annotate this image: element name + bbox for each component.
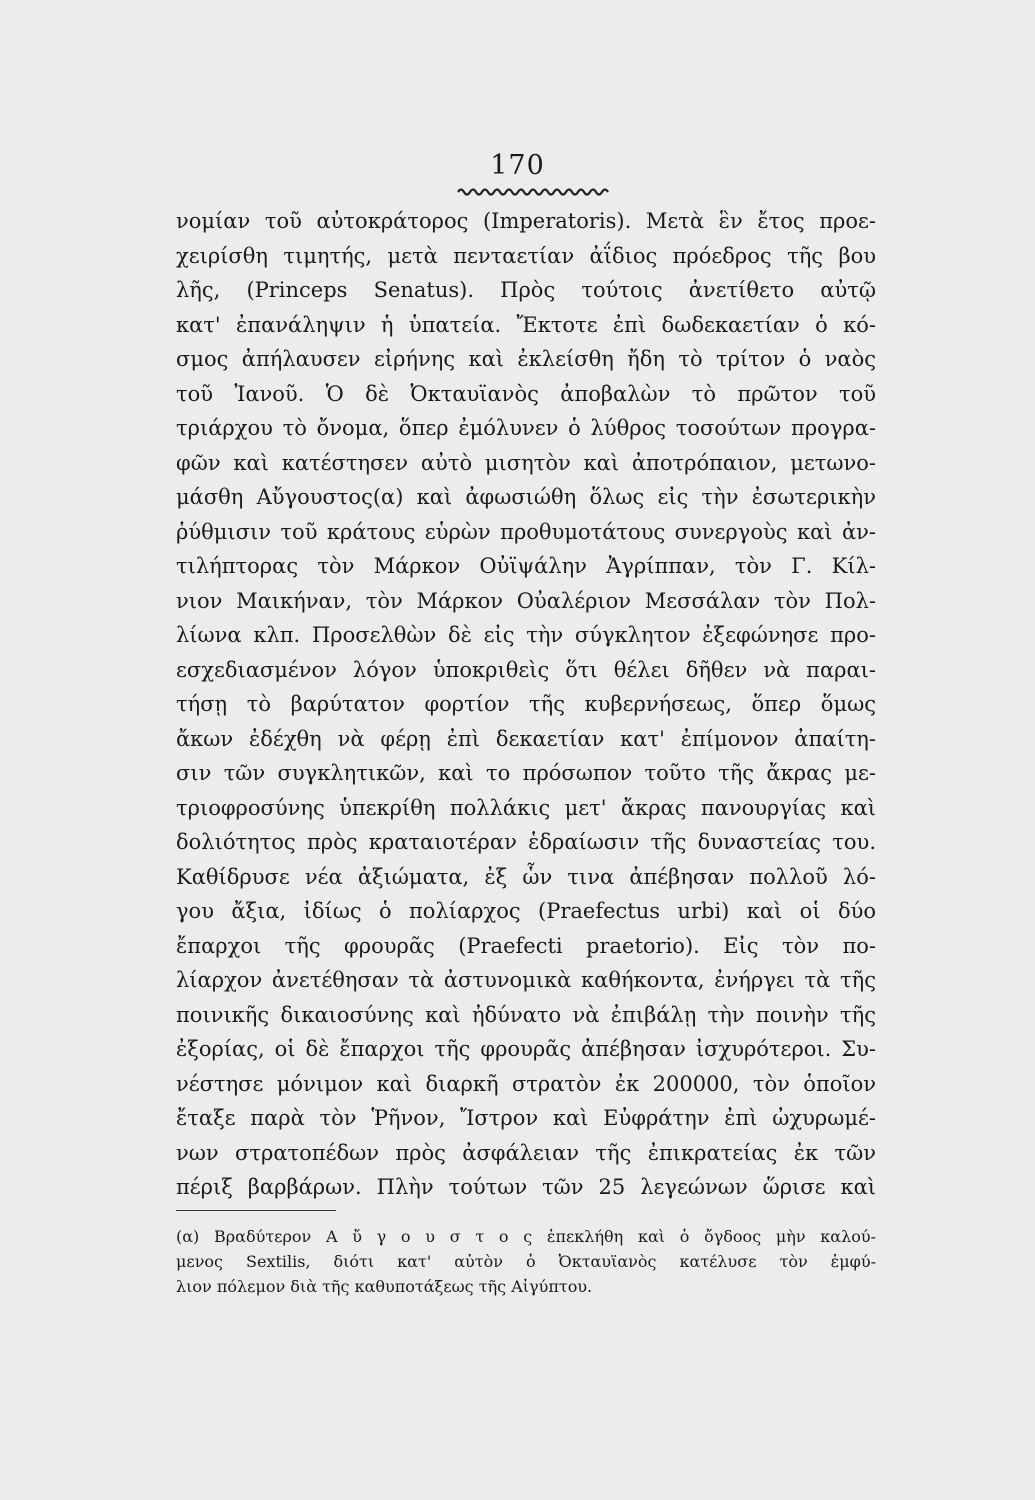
text-line: νιον Μαικήναν, τὸν Μάρκον Οὐαλέριον Μεσσάλαν τὸν Πολ- [176,588,876,613]
text-line: Καθίδρυσε νέα ἀξιώματα, ἐξ ὧν τινα ἀπέβησαν πολλοῦ λό- [176,864,876,889]
text-line: νέστησε μόνιμον καὶ διαρκῆ στρατὸν ἐκ 200000, τὸν ὁποῖον [176,1071,876,1096]
text-line: δολιότητος πρὸς κραταιοτέραν ἑδραίωσιν τῆς δυναστείας του. [176,830,876,854]
text-line: ῥύθμισιν τοῦ κράτους εὑρὼν προθυμοτάτους συνεργοὺς καὶ ἀν- [176,519,876,544]
text-line: τήσῃ τὸ βαρύτατον φορτίον τῆς κυβερνήσεως, ὅπερ ὅμως [176,692,876,716]
footnote [176,1224,876,1299]
page-number: 170 [490,150,545,181]
text-line: εσχεδιασμένον λόγον ὑποκριθεὶς ὅτι θέλει δῆθεν νὰ παραι- [176,657,876,682]
text-line: τριάρχου τὸ ὄνομα, ὅπερ ἐμόλυνεν ὁ λύθρος τοσούτων προγρα- [176,416,876,440]
text-line: ἔταξε παρὰ τὸν Ῥῆνον, Ἴστρον καὶ Εὐφράτην ἐπὶ ὠχυρωμέ- [176,1106,876,1130]
text-line: μάσθη Αὔγουστος(α) καὶ ἀφωσιώθη ὅλως εἰς τὴν ἐσωτερικὴν [176,485,876,509]
footnote-line: μενος Sextilis, διότι κατ' αὐτὸν ὁ Ὀκταυϊανὸς κατέλυσε τὸν ἐμφύ- [176,1252,876,1271]
text-line: φῶν καὶ κατέστησεν αὐτὸ μισητὸν καὶ ἀποτρόπαιον, μετωνο- [176,450,876,475]
text-line: νων στρατοπέδων πρὸς ἀσφάλειαν τῆς ἐπικρατείας ἐκ τῶν [176,1140,876,1165]
footnote-line: λιον πόλεμον διὰ τῆς καθυποτάξεως τῆς Αἰγύπτου. [176,1277,593,1296]
footnote-separator [176,1210,336,1211]
text-line: πέριξ βαρβάρων. Πλὴν τούτων τῶν 25 λεγεώνων ὥρισε καὶ [176,1175,876,1199]
text-line: ἔπαρχοι τῆς φρουρᾶς (Praefecti praetorio). Εἰς τὸν πο- [176,933,876,958]
footnote-line: (α) Βραδύτερον Α ὔ γ ο υ σ τ ο ς ἐπεκλήθη καὶ ὁ ὄγδοος μὴν καλού- [176,1227,876,1246]
text-line: λίωνα κλπ. Προσελθὼν δὲ εἰς τὴν σύγκλητον ἐξεφώνησε προ- [176,623,876,647]
text-line: νομίαν τοῦ αὐτοκράτορος (Imperatoris). Μετὰ ἓν ἔτος προε- [176,209,876,233]
text-line: ἄκων ἐδέχθη νὰ φέρῃ ἐπὶ δεκαετίαν κατ' ἐπίμονον ἀπαίτη- [176,726,876,751]
text-line: κατ' ἐπανάληψιν ἡ ὑπατεία. Ἔκτοτε ἐπὶ δωδεκαετίαν ὁ κό- [176,312,876,337]
wavy-rule-ornament [456,186,612,198]
text-line: λῆς, (Princeps Senatus). Πρὸς τούτοις ἀνετίθετο αὐτῷ [176,278,876,302]
text-line: τριοφροσύνης ὑπεκρίθη πολλάκις μετ' ἄκρας πανουργίας καὶ [176,795,876,820]
text-line: τιλήπτορας τὸν Μάρκον Οὐϊψάλην Ἀγρίππαν, τὸν Γ. Κίλ- [176,554,876,578]
text-line: σιν τῶν συγκλητικῶν, καὶ το πρόσωπον τοῦτο τῆς ἄκρας με- [176,761,876,785]
text-line: λίαρχον ἀνετέθησαν τὰ ἀστυνομικὰ καθήκοντα, ἐνήργει τὰ τῆς [176,968,876,992]
text-line: χειρίσθη τιμητής, μετὰ πενταετίαν ἀΐδιος πρόεδρος τῆς βου [176,243,876,268]
text-line: σμος ἀπήλαυσεν εἰρήνης καὶ ἐκλείσθη ἤδη τὸ τρίτον ὁ ναὸς [176,347,876,371]
text-line: τοῦ Ἰανοῦ. Ὁ δὲ Ὀκταυϊανὸς ἀποβαλὼν τὸ πρῶτον τοῦ [176,381,876,406]
text-line: γου ἄξια, ἰδίως ὁ πολίαρχος (Praefectus urbi) καὶ οἱ δύο [176,899,876,923]
text-line: ἐξορίας, οἱ δὲ ἔπαρχοι τῆς φρουρᾶς ἀπέβησαν ἰσχυρότεροι. Συ- [176,1037,876,1061]
text-line: ποινικῆς δικαιοσύνης καὶ ἠδύνατο νὰ ἐπιβάλῃ τὴν ποινὴν τῆς [176,1002,876,1027]
body-text [176,204,876,1205]
